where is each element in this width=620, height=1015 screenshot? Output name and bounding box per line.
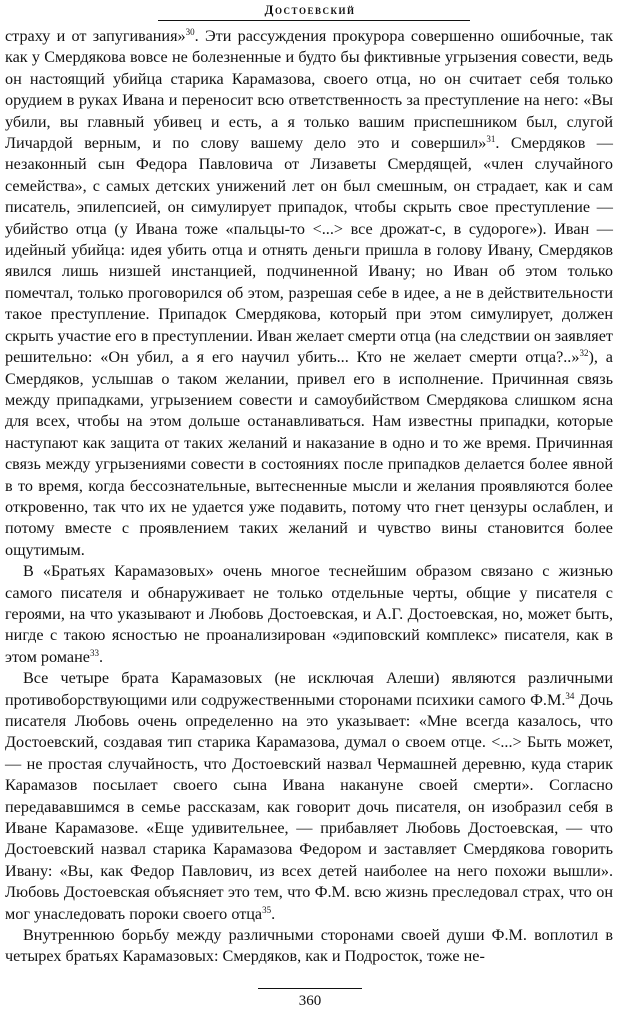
footnote-marker: 32 [579,348,589,359]
text-run: Внутреннюю борьбу между различными сторонами своей души Ф.М. воплотил в четырех братьях Карамазовых: Смердяков, как и Подросток, тоже не- [5,926,613,966]
header-rule [158,20,470,21]
page-number: 360 [298,993,322,1009]
paragraph-3 [5,668,613,925]
footnote-marker: 35 [262,904,272,915]
text-run: . [271,904,276,923]
text-run: . Смердяков — незаконный сын Федора Павловича от Лизаветы Смердящей, «член случайного семейства», с самых детских унижений лет он был смешным, он страдает, как и сам писатель, эпилепсией, он симулирует припадок, чтобы скрыть свое преступление — убийство отца (у Ивана тоже «пальцы-то <...> все дрожат-с, в судороге»). Иван — идейный убийца: идея убить отца и отнять деньги пришла в голову Ивану, Смердяков явился лишь низшей инстанцией, подчиненной Ивану; но Иван об этом только помечтал, только проговорился об этом, разрешая себе в идее, а не в действительности такое преступление. Припадок Смердякова, который при этом симулирует, должен скрыть участие его в преступлении. Иван желает смерти отца (на следствии он заявляет решительно: «Он убил, а я его научил убить... Кто не желает смерти отца?..» [5,134,613,367]
text-run: ), а Смердяков, услышав о таком желании, привел его в исполнение. Причинная связь между припадками, угрызением совести и самоубийством Смердякова слишком ясна для всех, чтобы на этом дольше останавливаться. Нам известны припадки, которые наступают как защита от таких желаний и наказание в одно и то же время. Причинная связь между угрызениями совести в состояниях после припадков делается более явной в то время, когда бессознательные, вытесненные мысли и желания проявляются более откровенно, так что их не удается уже подавить, потому что гнет цензуры ослаблен, и потому вместе с проявлением таких желаний и чувство вины становится более ощутимым. [5,348,613,559]
footnote-marker: 34 [565,690,575,701]
footnote-marker: 31 [486,134,496,145]
text-run: . [98,647,103,666]
text-run: . Эти рассуждения прокурора совершенно ошибочные, так как у Смердякова вовсе не болезненные и будто бы фиктивные угрызения совести, ведь он настоящий убийца старика Карамазова, своего отца, но он считает себя только орудием в руках Ивана и переносит всю ответственность за преступление на него: «Вы убили, вы главный убивец и есть, а я только вашим приспешником был, слугой Личардой верным, и по слову вашему дело это и совершил» [5,27,614,153]
footnote-marker: 30 [185,27,195,37]
paragraph-1 [5,26,613,561]
text-run: Дочь писателя Любовь очень определенно на это указывает: «Мне всегда казалось, что Достоевский, создавая тип старика Карамазова, думал о своем отце. <...> Быть может, — не простая случайность, что Достоевский назвал Чермашней деревню, куда старик Карамазов посылает своего сына Ивана накануне своей смерти». Согласно передававшимся в семье рассказам, как говорит дочь писателя, он изобразил себя в Иване Карамазове. «Еще удивительнее, — прибавляет Любовь Достоевская, — что Достоевский назвал старика Карамазова Федором и заставляет Смердякова говорить Ивану: «Вы, как Федор Павлович, из всех детей наиболее на него похожи вышли». Любовь Достоевская объясняет это тем, что Ф.М. всю жизнь преследовал страх, что он мог унаследовать пороки своего отца [5,690,614,923]
footnote-marker: 33 [89,647,99,658]
text-run: Все четыре брата Карамазовых (не исключая Алеши) являются различными противоборствующими или содружественными сторонами психики самого Ф.М. [5,669,613,709]
footer-rule [258,988,362,989]
text-run: страху и от запугивания» [5,27,186,45]
running-head: Достоевский [264,2,356,17]
text-run: В «Братьях Карамазовых» очень многое теснейшим образом связано с жизнью самого писателя и обнаруживает не только отдельные черты, общие у писателя с героями, на что указывают и Любовь Достоевская, и А.Г. Достоевская, но, может быть, нигде с такою ясностью не проанализирован «эдиповский комплекс» писателя, как в этом романе [5,562,613,666]
body-text [5,26,613,968]
paragraph-2 [5,561,613,668]
paragraph-4 [5,925,613,968]
